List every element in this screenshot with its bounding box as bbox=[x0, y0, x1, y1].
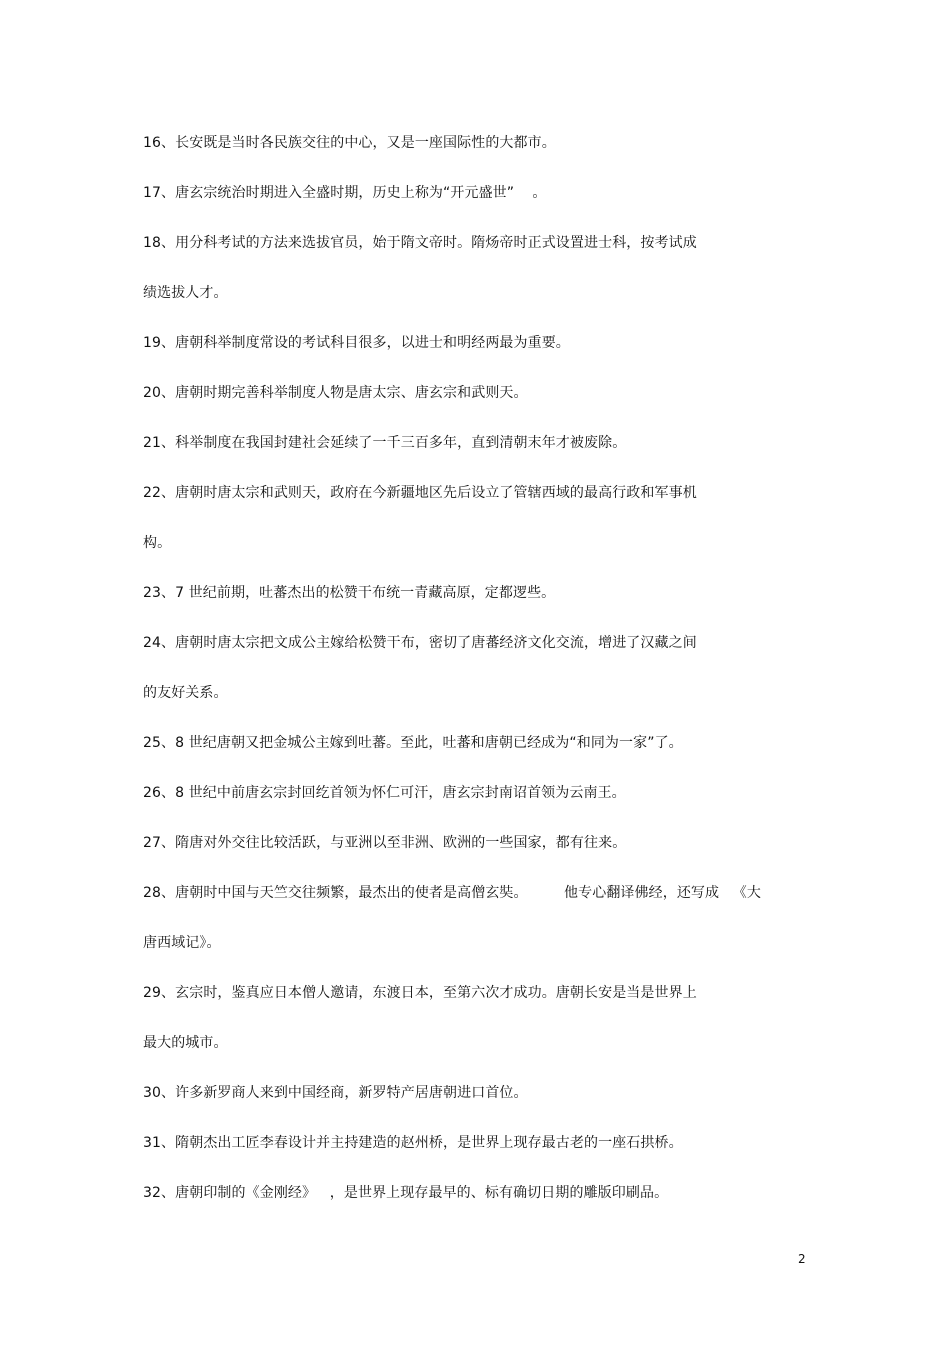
text-line: 26、8 世纪中前唐玄宗封回纥首领为怀仁可汗，唐玄宗封南诏首领为云南王。 bbox=[143, 785, 626, 801]
text-line: 16、长安既是当时各民族交往的中心，又是一座国际性的大都市。 bbox=[143, 135, 556, 151]
text-line: 30、许多新罗商人来到中国经商，新罗特产居唐朝进口首位。 bbox=[143, 1085, 528, 1101]
text-line: 32、唐朝印制的《金刚经》 ，是世界上现存最早的、标有确切日期的雕版印刷品。 bbox=[143, 1185, 669, 1201]
text-line: 21、科举制度在我国封建社会延续了一千三百多年，直到清朝末年才被废除。 bbox=[143, 435, 627, 451]
page-number: 2 bbox=[798, 1252, 806, 1266]
text-line: 构。 bbox=[143, 535, 172, 551]
text-line: 23、7 世纪前期，吐蕃杰出的松赞干布统一青藏高原，定都逻些。 bbox=[143, 585, 556, 601]
text-line: 绩选拔人才。 bbox=[143, 285, 228, 301]
text-line: 最大的城市。 bbox=[143, 1035, 228, 1051]
text-line: 25、8 世纪唐朝又把金城公主嫁到吐蕃。至此，吐蕃和唐朝已经成为“和同为一家”了。 bbox=[143, 735, 683, 751]
text-line: 27、隋唐对外交往比较活跃，与亚洲以至非洲、欧洲的一些国家，都有往来。 bbox=[143, 835, 627, 851]
text-line: 28、唐朝时中国与天竺交往频繁，最杰出的使者是高僧玄奘。 他专心翻译佛经，还写成 《大 bbox=[143, 885, 761, 901]
text-line: 20、唐朝时期完善科举制度人物是唐太宗、唐玄宗和武则天。 bbox=[143, 385, 528, 401]
text-line: 29、玄宗时，鉴真应日本僧人邀请，东渡日本，至第六次才成功。唐朝长安是当是世界上 bbox=[143, 985, 697, 1001]
text-line: 唐西域记》。 bbox=[143, 935, 221, 951]
text-line: 18、用分科考试的方法来选拔官员，始于隋文帝时。隋炀帝时正式设置进士科，按考试成 bbox=[143, 235, 697, 251]
text-line: 17、唐玄宗统治时期进入全盛时期，历史上称为“开元盛世” 。 bbox=[143, 185, 547, 201]
text-line: 24、唐朝时唐太宗把文成公主嫁给松赞干布，密切了唐蕃经济文化交流，增进了汉藏之间 bbox=[143, 635, 697, 651]
text-line: 19、唐朝科举制度常设的考试科目很多，以进士和明经两最为重要。 bbox=[143, 335, 570, 351]
text-line: 31、隋朝杰出工匠李春设计并主持建造的赵州桥，是世界上现存最古老的一座石拱桥。 bbox=[143, 1135, 683, 1151]
text-line: 22、唐朝时唐太宗和武则天，政府在今新疆地区先后设立了管辖西域的最高行政和军事机 bbox=[143, 485, 697, 501]
text-line: 的友好关系。 bbox=[143, 685, 228, 701]
